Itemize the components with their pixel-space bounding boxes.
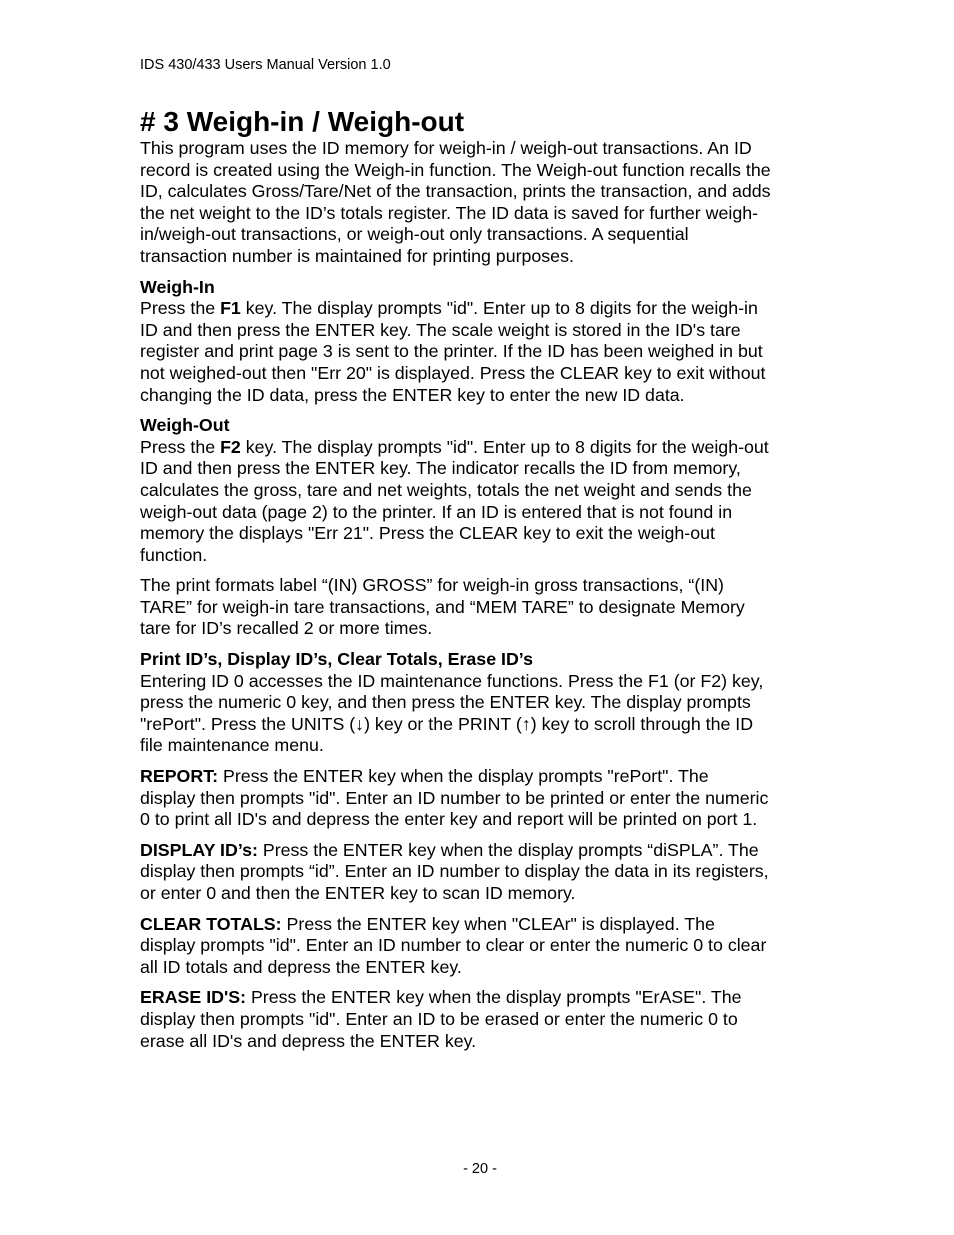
weigh-in-section [140, 277, 820, 407]
text-line: record is created using the Weigh-in function. The Weigh-out function recalls the [140, 159, 771, 180]
text-fragment: key. The display prompts "id". Enter up to 8 digits for the weigh-in [240, 298, 758, 319]
text-line: weigh-out data (page 2) to the printer. If an ID is entered that is not found in [140, 501, 733, 522]
text-line: changing the ID data, press the ENTER key to enter the new ID data. [140, 384, 685, 405]
text-line: The print formats label “(IN) GROSS” for weigh-in gross transactions, “(IN) [140, 575, 724, 596]
key-name: F2 [220, 436, 241, 457]
weigh-out-section [140, 415, 820, 566]
display-ids-label: DISPLAY ID’s: [140, 839, 258, 860]
text-line: TARE” for weigh-in tare transactions, and “MEM TARE” to designate Memory [140, 596, 745, 617]
text-line: display then prompts "id". Enter an ID number to be printed or enter the numeric [140, 787, 769, 808]
text-fragment: Press the ENTER key when the display prompts "rePort". The [218, 766, 709, 787]
text-line [140, 840, 820, 862]
text-line: 0 to print all ID's and depress the enter key and report will be printed on port 1. [140, 809, 758, 830]
display-ids-paragraph [140, 840, 820, 905]
text-line: file maintenance menu. [140, 735, 324, 756]
print-formats-paragraph [140, 575, 820, 640]
text-line: display prompts "id". Enter an ID number to clear or enter the numeric 0 to clear [140, 935, 767, 956]
text-line [140, 437, 820, 459]
text-line: memory the displays "Err 21". Press the CLEAR key to exit the weigh-out [140, 523, 715, 544]
clear-totals-paragraph [140, 914, 820, 979]
text-fragment: Press the ENTER key when the display prompts “diSPLA”. The [257, 839, 759, 860]
text-fragment: Press the [140, 298, 221, 319]
text-line: ID, calculates Gross/Tare/Net of the transaction, prints the transaction, and adds [140, 181, 771, 202]
text-line: Entering ID 0 accesses the ID maintenance functions. Press the F1 (or F2) key, [140, 670, 764, 691]
text-line: the net weight to the ID’s totals register. The ID data is saved for further weigh- [140, 202, 759, 223]
text-line: all ID totals and depress the ENTER key. [140, 956, 462, 977]
text-line [140, 987, 820, 1009]
text-line: function. [140, 544, 208, 565]
page-content [140, 138, 820, 1052]
maintenance-section [140, 649, 820, 757]
report-label: REPORT: [140, 766, 219, 787]
text-line: or enter 0 and then the ENTER key to scan ID memory. [140, 883, 576, 903]
text-line: erase all ID's and depress the ENTER key. [140, 1030, 477, 1051]
maintenance-heading: Print ID’s, Display ID’s, Clear Totals, Erase ID’s [140, 649, 533, 670]
weigh-out-heading: Weigh-Out [140, 415, 230, 436]
text-line: calculates the gross, tare and net weights, totals the net weight and sends the [140, 479, 752, 500]
text-line [140, 914, 820, 936]
text-line: ID and then press the ENTER key. The indicator recalls the ID from memory, [140, 458, 741, 479]
text-line: register and print page 3 is sent to the printer. If the ID has been weighed in but [140, 341, 763, 362]
text-line: tare for ID’s recalled 2 or more times. [140, 618, 433, 639]
running-header: IDS 430/433 Users Manual Version 1.0 [140, 57, 391, 73]
erase-ids-paragraph [140, 987, 820, 1052]
text-line: transaction number is maintained for printing purposes. [140, 245, 574, 266]
key-name: F1 [220, 298, 241, 319]
erase-ids-label: ERASE ID'S: [140, 987, 246, 1008]
page-number: - 20 - [463, 1161, 497, 1177]
text-line: press the numeric 0 key, and then press the ENTER key. The display prompts [140, 692, 751, 713]
text-line [140, 766, 820, 788]
text-fragment: Press the ENTER key when "CLEAr" is displayed. The [281, 913, 715, 934]
text-fragment: Press the ENTER key when the display prompts "ErASE". The [246, 987, 742, 1008]
text-line: ID and then press the ENTER key. The scale weight is stored in the ID's tare [140, 319, 741, 340]
text-line: This program uses the ID memory for weigh-in / weigh-out transactions. An ID [140, 138, 752, 158]
clear-totals-label: CLEAR TOTALS: [140, 913, 282, 934]
text-line: display then prompts "id". Enter an ID to be erased or enter the numeric 0 to [140, 1008, 738, 1029]
text-line: in/weigh-out transactions, or weigh-out only transactions. A sequential [140, 224, 689, 245]
text-line [140, 298, 820, 320]
text-fragment: Press the [140, 436, 221, 457]
text-line: display then prompts “id”. Enter an ID number to display the data in its registers, [140, 861, 769, 882]
text-line: not weighed-out then "Err 20" is displayed. Press the CLEAR key to exit without [140, 362, 766, 383]
intro-paragraph [140, 138, 820, 268]
weigh-in-heading: Weigh-In [140, 276, 215, 297]
text-line: "rePort". Press the UNITS (↓) key or the PRINT (↑) key to scroll through the ID [140, 713, 754, 734]
text-fragment: key. The display prompts "id". Enter up to 8 digits for the weigh-out [240, 436, 769, 457]
page-title: # 3 Weigh-in / Weigh-out [140, 106, 465, 137]
report-paragraph [140, 766, 820, 831]
